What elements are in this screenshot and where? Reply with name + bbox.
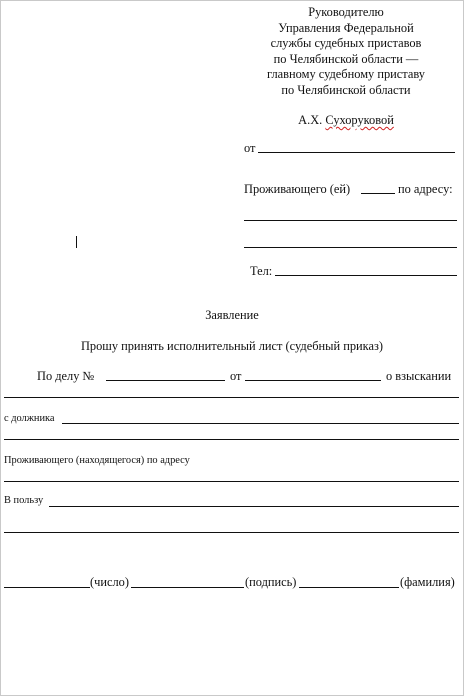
case-number-field[interactable] [106,380,225,381]
header-line: по Челябинской области [281,82,411,97]
signature-field[interactable] [131,587,244,588]
recovery-subject-field[interactable] [4,397,459,398]
beneficiary-label: В пользу [4,495,44,506]
addressee-name [251,113,441,128]
addressee-initials: А.Х. [298,113,323,127]
from-label: от [244,141,256,155]
addressee-surname: Сухоруковой [325,113,394,127]
header-line: главному судебному приставу [267,67,425,81]
header-line: службы судебных приставов [270,36,422,50]
header-line: Руководителю [308,5,384,19]
signature-caption: (подпись) [245,575,297,589]
date-caption: (число) [90,575,129,589]
date-field[interactable] [4,587,90,588]
residing-suffix-field[interactable] [361,193,395,194]
address-label: по адресу: [398,182,453,196]
from-name-field[interactable] [258,152,455,153]
debtor-address-label: Проживающего (находящегося) по адресу [4,455,190,466]
header-line: Управления Федеральной [278,20,414,35]
debtor-extra-field[interactable] [4,439,459,440]
text-cursor [76,236,77,248]
recovery-label: о взыскании [386,369,452,383]
phone-field[interactable] [275,275,457,276]
phone-label: Тел: [250,264,273,278]
surname-caption: (фамилия) [400,575,455,589]
document-title: Заявление [205,308,259,322]
debtor-field[interactable] [62,423,459,424]
beneficiary-extra-field[interactable] [4,532,459,533]
header-line: по Челябинской области — [273,51,419,66]
residing-label: Проживающего (ей) [244,182,351,196]
beneficiary-field[interactable] [49,506,459,507]
debtor-label: с должника [4,413,55,424]
address-line-2-field[interactable] [244,247,457,248]
address-line-1-field[interactable] [244,220,457,221]
recipient-header [251,5,441,98]
case-number-label: По делу № [37,369,95,383]
request-text: Прошу принять исполнительный лист (судебный приказ) [80,339,384,353]
case-date-label: от [230,369,242,383]
case-date-field[interactable] [245,380,381,381]
debtor-address-field[interactable] [4,481,459,482]
surname-field[interactable] [299,587,399,588]
